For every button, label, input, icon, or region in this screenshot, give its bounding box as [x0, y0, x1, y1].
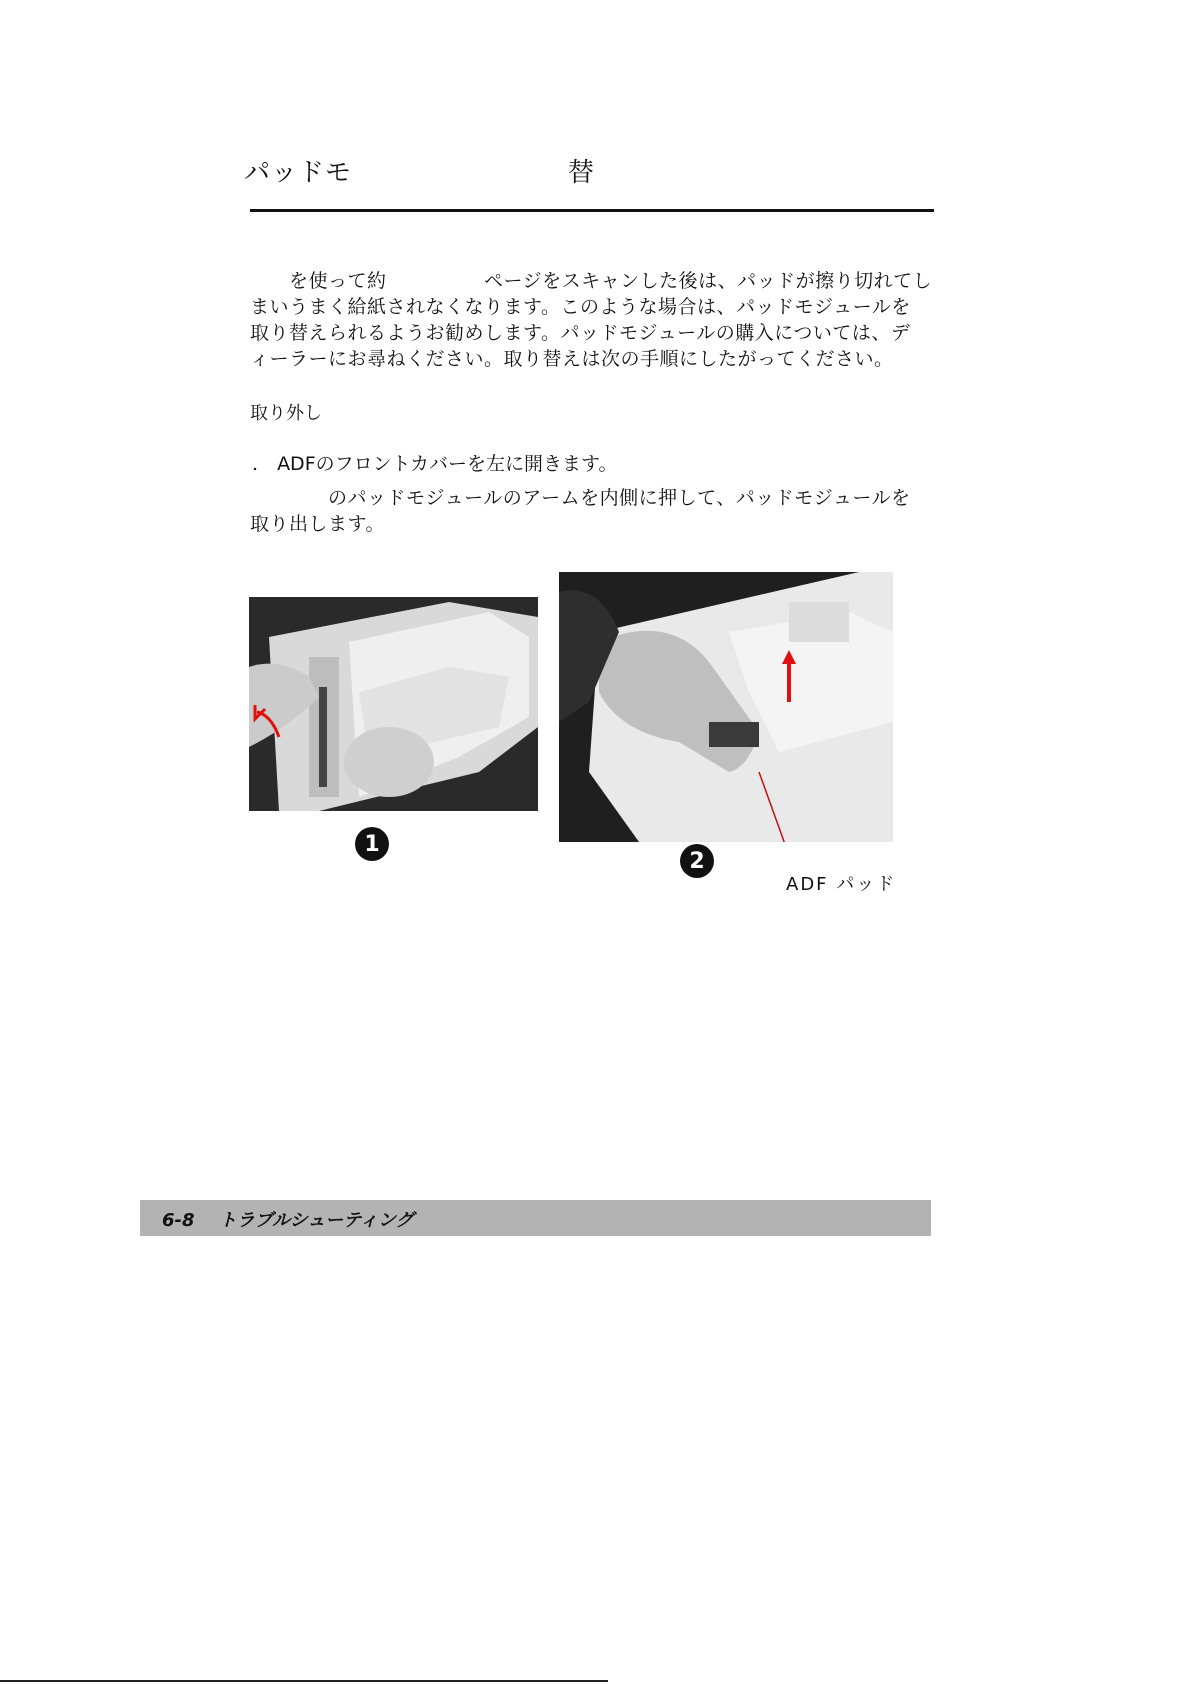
- adf-pad-callout-label: ADF パッド: [786, 874, 897, 895]
- intro-paragraph: [250, 268, 934, 372]
- figure-2-number-badge: 2: [680, 844, 714, 878]
- step-2: [250, 485, 934, 537]
- step-1-text: のフロントカバーを左に開きます。: [315, 453, 618, 475]
- figure-1-number-badge: 1: [355, 827, 389, 861]
- intro-line: を使って約 ページをスキャンした後は、パッドが擦り切れてし: [250, 270, 933, 292]
- step-2-line: のパッドモジュールのアームを内側に押して、パッドモジュールを: [250, 487, 911, 509]
- figure-2-photo: [559, 572, 893, 842]
- intro-line: 取り替えられるようお勧めします。パッドモジュールの購入については、デ: [250, 322, 911, 344]
- pad-module-illustration: [559, 572, 893, 842]
- scanner-cover-illustration: [249, 597, 538, 811]
- footer-text: 6-8 トラブルシューティング: [162, 1210, 414, 1231]
- step-1: [252, 449, 618, 476]
- step-2-line: 取り出します。: [250, 513, 385, 535]
- page-footer-bar: [140, 1200, 931, 1236]
- intro-line: ィーラーにお尋ねください。取り替えは次の手順にしたがってください。: [250, 348, 894, 370]
- step-1-marker: .: [252, 453, 259, 475]
- page-title: パッドモ 替: [244, 158, 596, 188]
- section-heading: 取り外し: [250, 403, 322, 424]
- intro-line: まいうまく給紙されなくなります。このような場合は、パッドモジュールを: [250, 296, 911, 318]
- title-rule: [250, 209, 934, 212]
- bottom-edge-line: [0, 1680, 608, 1682]
- step-1-prefix: ADF: [277, 453, 316, 475]
- figure-1-photo: [249, 597, 538, 811]
